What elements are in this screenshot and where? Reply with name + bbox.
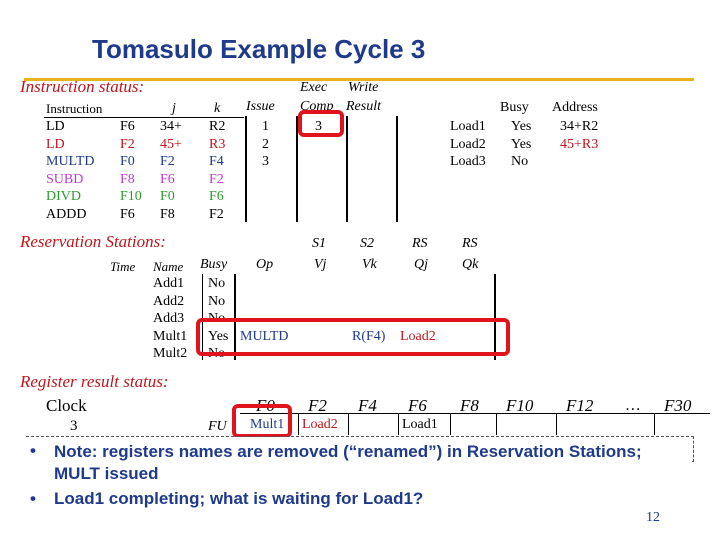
rs-qj: Load2 bbox=[400, 328, 436, 344]
load-buffer-name: Load1 bbox=[450, 119, 486, 134]
instruction-issue: 2 bbox=[262, 136, 269, 152]
load-buffer-name: Load2 bbox=[450, 136, 486, 152]
instruction-op: SUBD bbox=[46, 171, 84, 187]
instruction-k: R2 bbox=[209, 119, 226, 134]
register-name: F12 bbox=[566, 396, 594, 415]
note-text-2: Load1 completing; what is waiting for Load1? bbox=[54, 489, 424, 508]
write-header-top: Write bbox=[348, 80, 379, 95]
issue-header: Issue bbox=[246, 99, 275, 114]
write-col-left-line bbox=[346, 116, 348, 222]
rs-busy: No bbox=[208, 293, 226, 309]
rs-vk: R(F4) bbox=[352, 328, 386, 344]
rs-busy: No bbox=[208, 276, 226, 291]
time-header: Time bbox=[110, 259, 136, 274]
comp-header: Comp bbox=[300, 99, 334, 114]
page-number: 12 bbox=[646, 510, 660, 525]
load-buffer-name: Load3 bbox=[450, 154, 486, 169]
instruction-op: LD bbox=[46, 136, 65, 152]
qj-header: Qj bbox=[414, 257, 428, 272]
instruction-dest: F6 bbox=[120, 206, 135, 222]
register-col-divider bbox=[298, 413, 299, 435]
instruction-j: F6 bbox=[160, 171, 175, 187]
rs-name: Mult2 bbox=[153, 346, 188, 361]
exec-highlight-box bbox=[298, 110, 344, 137]
register-col-divider bbox=[496, 413, 497, 435]
rs-busy: Yes bbox=[208, 328, 229, 344]
clock-label: Clock bbox=[46, 396, 87, 415]
register-name: F8 bbox=[460, 396, 479, 415]
register-col-divider bbox=[654, 413, 655, 435]
instruction-k: F2 bbox=[209, 206, 224, 222]
instruction-k: F4 bbox=[209, 154, 224, 169]
register-name: F10 bbox=[506, 396, 534, 415]
register-name: F6 bbox=[408, 396, 427, 415]
j-header: j bbox=[172, 101, 176, 116]
instruction-dest: F10 bbox=[120, 189, 142, 204]
instruction-j: F2 bbox=[160, 154, 175, 169]
instruction-header-rule bbox=[44, 117, 244, 118]
rs-name: Mult1 bbox=[153, 328, 188, 344]
rs-busy-header: Busy bbox=[200, 257, 228, 272]
instruction-exec-comp: 3 bbox=[315, 119, 322, 134]
s2-header: S2 bbox=[360, 236, 374, 251]
instruction-status-label: Instruction status: bbox=[20, 77, 145, 96]
note-bullet-1: • bbox=[30, 441, 36, 460]
load-buffer-busy: No bbox=[511, 154, 529, 169]
register-col-divider bbox=[348, 413, 349, 435]
instruction-j: F8 bbox=[160, 206, 175, 222]
register-fu: Mult1 bbox=[250, 417, 285, 432]
instruction-k: F2 bbox=[209, 171, 224, 187]
rs-busy: No bbox=[208, 346, 226, 361]
register-fu: Load1 bbox=[402, 417, 438, 432]
instruction-k: R3 bbox=[209, 136, 226, 152]
instruction-j: F0 bbox=[160, 189, 175, 204]
instruction-op: LD bbox=[46, 119, 65, 134]
rs-name: Add2 bbox=[153, 293, 185, 309]
vk-header: Vk bbox=[362, 257, 377, 272]
load-buffer-busy: Yes bbox=[511, 136, 532, 152]
rs-k-header: RS bbox=[462, 236, 478, 251]
register-col-divider bbox=[450, 413, 451, 435]
register-name: F0 bbox=[256, 396, 275, 415]
k-header: k bbox=[214, 101, 221, 116]
register-col-divider bbox=[398, 413, 399, 435]
instruction-issue: 3 bbox=[262, 154, 269, 169]
rs-name: Add3 bbox=[153, 311, 185, 326]
notes-panel bbox=[26, 437, 692, 511]
instruction-j: 45+ bbox=[160, 136, 182, 152]
register-fu: Load2 bbox=[302, 417, 338, 432]
instruction-op: MULTD bbox=[46, 154, 95, 169]
name-header: Name bbox=[153, 259, 184, 274]
write-col-right-line bbox=[396, 116, 398, 222]
instruction-dest: F2 bbox=[120, 136, 135, 152]
qk-header: Qk bbox=[462, 257, 479, 272]
reservation-stations-label: Reservation Stations: bbox=[20, 232, 166, 251]
address-header: Address bbox=[552, 100, 598, 115]
note-bullet-2: • bbox=[30, 489, 36, 508]
f0-highlight-box bbox=[232, 404, 292, 438]
instruction-dest: F0 bbox=[120, 154, 135, 169]
slide-title: Tomasulo Example Cycle 3 bbox=[92, 34, 426, 64]
rs-op: MULTD bbox=[240, 328, 289, 344]
load-buffer-address: 45+R3 bbox=[560, 136, 599, 152]
instruction-j: 34+ bbox=[160, 119, 182, 134]
rs-name: Add1 bbox=[153, 276, 185, 291]
clock-value: 3 bbox=[70, 418, 78, 434]
rs-busy: No bbox=[208, 311, 226, 326]
issue-col-left-line bbox=[245, 116, 247, 222]
instruction-op: ADDD bbox=[46, 206, 87, 222]
register-status-label: Register result status: bbox=[20, 372, 169, 391]
load-buffer-address: 34+R2 bbox=[560, 119, 599, 134]
mult1-highlight-box bbox=[196, 318, 510, 356]
load-buffer-busy: Yes bbox=[511, 119, 532, 134]
register-col-divider bbox=[556, 413, 557, 435]
instruction-header: Instruction bbox=[46, 101, 103, 116]
result-header: Result bbox=[346, 99, 381, 114]
instruction-k: F6 bbox=[209, 189, 224, 204]
rs-j-header: RS bbox=[412, 236, 428, 251]
register-ellipsis: … bbox=[626, 397, 641, 414]
register-name: F4 bbox=[358, 396, 377, 415]
vj-header: Vj bbox=[314, 257, 327, 272]
instruction-dest: F6 bbox=[120, 119, 135, 134]
note-text-1: Note: registers names are removed (“renamed”) in Reservation Stations; MULT issued bbox=[54, 442, 642, 483]
instruction-op: DIVD bbox=[46, 189, 81, 204]
instruction-dest: F8 bbox=[120, 171, 135, 187]
s1-header: S1 bbox=[312, 236, 326, 251]
op-header: Op bbox=[256, 257, 274, 272]
register-name: F2 bbox=[308, 396, 327, 415]
fu-label: FU bbox=[208, 419, 227, 434]
exec-header-top: Exec bbox=[300, 80, 328, 95]
busy-header: Busy bbox=[500, 100, 529, 115]
register-name: F30 bbox=[664, 396, 692, 415]
instruction-issue: 1 bbox=[262, 119, 269, 134]
